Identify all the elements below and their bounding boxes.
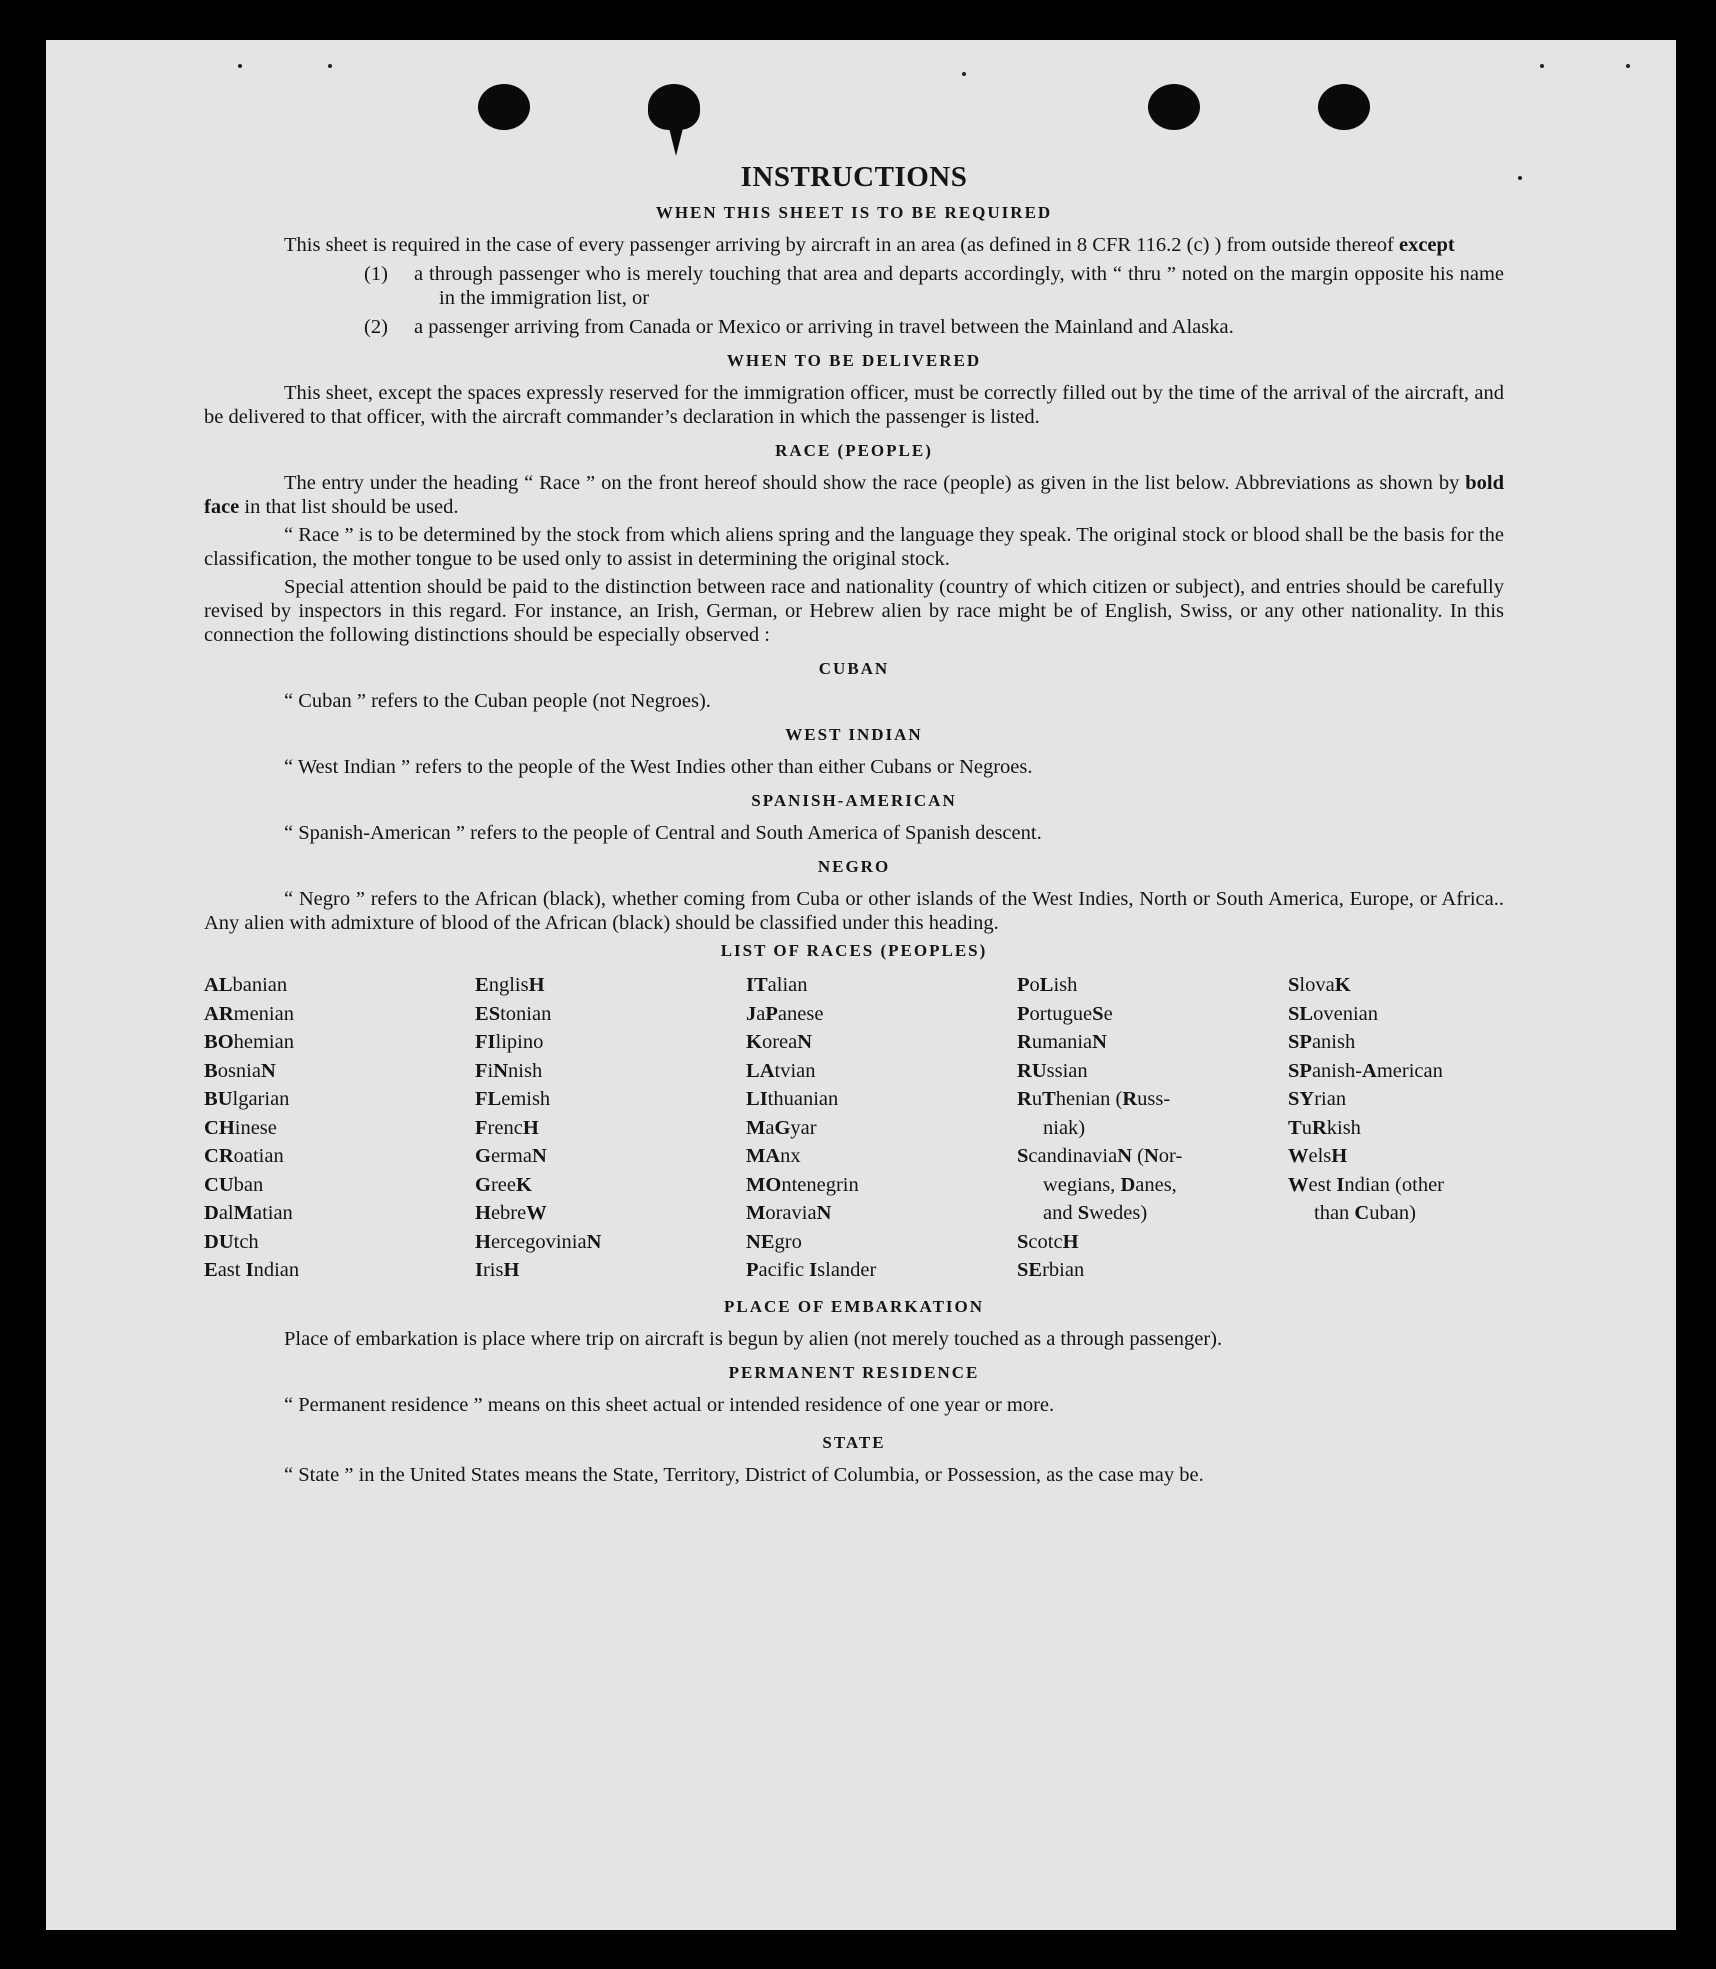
races-column-2 <box>475 971 746 1285</box>
heading-embarkation: PLACE OF EMBARKATION <box>723 1296 985 1316</box>
heading-required: WHEN THIS SHEET IS TO BE REQUIRED <box>655 203 1053 222</box>
list-item <box>204 315 1504 339</box>
speck <box>1540 64 1544 68</box>
heading-spanish-american: SPANISH-AMERICAN <box>751 791 957 810</box>
race-entry: LIthuanian <box>746 1088 839 1110</box>
paragraph-state: “ State ” in the United States means the State, Territory, District of Columbia, or Possession, as the case may be. <box>284 1463 1204 1486</box>
race-entry: BOhemian <box>204 1031 294 1053</box>
race-p1-b: in that list should be used. <box>244 496 459 518</box>
race-entry: East Indian <box>204 1259 300 1281</box>
race-entry-continued: wegians, Danes, <box>1043 1173 1177 1196</box>
races-column-1 <box>204 971 475 1285</box>
race-entry: Pacific Islander <box>746 1259 877 1281</box>
race-entry: NEgro <box>746 1230 802 1253</box>
race-entry: LAtvian <box>746 1059 816 1082</box>
race-entry: SLovenian <box>1288 1002 1378 1025</box>
speck <box>962 72 966 76</box>
race-entry: SYrian <box>1288 1088 1347 1110</box>
paragraph-delivered: This sheet, except the spaces expressly reserved for the immigration officer, must be correctly filled out by the time of the arrival of the aircraft, and be delivered to that officer, with the aircraft commander’s declaration in which the passenger is listed. <box>204 382 1504 428</box>
race-entry: ARmenian <box>204 1002 294 1025</box>
race-entry-continued: niak) <box>1043 1116 1086 1139</box>
race-entry: FLemish <box>475 1088 551 1110</box>
required-text: This sheet is required in the case of every passenger arriving by aircraft in an area (as defined in 8 CFR 116.2 (c) ) from outside thereof <box>284 234 1394 256</box>
race-entry: ScotcH <box>1017 1230 1079 1253</box>
race-entry: SPanish-American <box>1288 1059 1443 1082</box>
race-entry: SErbian <box>1017 1259 1085 1281</box>
paragraph-residence: “ Permanent residence ” means on this sheet actual or intended residence of one year or more. <box>284 1393 1055 1416</box>
list-item <box>204 262 1504 310</box>
race-entry: RuThenian (Russ- <box>1017 1088 1171 1110</box>
speck <box>238 64 242 68</box>
race-entry: RumaniaN <box>1017 1031 1107 1053</box>
paragraph-required <box>204 233 1504 257</box>
race-entry: SlovaK <box>1288 974 1351 996</box>
heading-west-indian: WEST INDIAN <box>785 725 923 744</box>
paragraph-spanish-american: “ Spanish-American ” refers to the people of Central and South America of Spanish descent. <box>284 822 1042 844</box>
races-table <box>204 971 1504 1285</box>
race-entry: KoreaN <box>746 1031 813 1053</box>
item-number: (2) <box>364 316 388 338</box>
torn-punch-hole <box>648 84 700 130</box>
race-entry: DalMatian <box>204 1202 293 1224</box>
race-entry: ALbanian <box>204 974 288 996</box>
heading-residence: PERMANENT RESIDENCE <box>728 1362 980 1382</box>
heading-cuban: CUBAN <box>818 659 890 678</box>
instructions-text <box>204 161 1504 1491</box>
punch-hole <box>1318 84 1370 130</box>
paragraph-cuban: “ Cuban ” refers to the Cuban people (not Negroes). <box>284 690 711 712</box>
punch-hole <box>1148 84 1200 130</box>
paragraph-negro: “ Negro ” refers to the African (black), whether coming from Cuba or other islands of the West Indies, North or South America, Europe, or Africa.. Any alien with admixture of blood of the African (black) should be classified under this heading. <box>204 888 1504 934</box>
race-entry: BUlgarian <box>204 1088 290 1110</box>
race-entry: IrisH <box>475 1259 520 1281</box>
speck <box>1518 176 1522 180</box>
race-entry-continued: and Swedes) <box>1043 1202 1148 1224</box>
speck <box>1626 64 1630 68</box>
paragraph-race-3: Special attention should be paid to the distinction between race and nationality (country of which citizen or subject), and entries should be carefully revised by inspectors in this regard. For instance, an Irish, German, or Hebrew alien by race might be of English, Swiss, or any other nationality. In this connection the following distinctions should be especially observed : <box>204 576 1504 646</box>
heading-race: RACE (PEOPLE) <box>775 441 933 460</box>
race-entry: MAnx <box>746 1145 801 1167</box>
item-text: a passenger arriving from Canada or Mexico or arriving in travel between the Mainland and Alaska. <box>414 316 1234 338</box>
race-entry: HebreW <box>475 1202 547 1224</box>
race-entry: PortugueSe <box>1017 1002 1113 1025</box>
race-entry: WelsH <box>1288 1145 1348 1167</box>
heading-list-of-races: LIST OF RACES (PEOPLES) <box>720 941 988 960</box>
item-number: (1) <box>364 263 388 285</box>
paragraph-race-1 <box>204 471 1504 519</box>
race-entry: MOntenegrin <box>746 1173 859 1196</box>
race-entry: PoLish <box>1017 974 1078 996</box>
race-entry: SPanish <box>1288 1031 1356 1053</box>
race-entry: FrencH <box>475 1116 539 1139</box>
race-entry: CHinese <box>204 1116 277 1139</box>
race-entry: TuRkish <box>1288 1116 1361 1139</box>
paragraph-west-indian: “ West Indian ” refers to the people of the West Indies other than either Cubans or Negroes. <box>284 756 1033 778</box>
heading-delivered: WHEN TO BE DELIVERED <box>726 351 982 370</box>
race-p1-a: The entry under the heading “ Race ” on the front hereof should show the race (people) as given in the list below. Abbreviations as shown by <box>284 472 1460 494</box>
race-entry: ScandinaviaN (Nor- <box>1017 1145 1183 1167</box>
race-entry: MaGyar <box>746 1116 817 1139</box>
heading-state: STATE <box>822 1432 886 1452</box>
race-entry: FIlipino <box>475 1031 544 1053</box>
paragraph-embarkation: Place of embarkation is place where trip on aircraft is begun by alien (not merely touched as a through passenger). <box>284 1327 1223 1350</box>
race-entry: ITalian <box>746 974 808 996</box>
races-column-4 <box>1017 971 1288 1285</box>
race-entry: RUssian <box>1017 1059 1088 1082</box>
race-entry: BosniaN <box>204 1059 276 1082</box>
paragraph-race-2: “ Race ” is to be determined by the stock from which aliens spring and the language they speak. The original stock or blood shall be the basis for the classification, the mother tongue to be used only to assist in determining the original stock. <box>204 524 1504 570</box>
race-entry: CUban <box>204 1173 264 1196</box>
heading-negro: NEGRO <box>817 857 891 876</box>
race-entry: MoraviaN <box>746 1202 832 1224</box>
race-entry: EnglisH <box>475 974 545 996</box>
item-text: a through passenger who is merely touching that area and departs accordingly, with “ thru ” noted on the margin opposite his name in the immigration list, or <box>414 263 1504 309</box>
race-entry: CRoatian <box>204 1145 284 1167</box>
race-entry: GermaN <box>475 1145 547 1167</box>
race-entry: HercegoviniaN <box>475 1230 602 1253</box>
speck <box>328 64 332 68</box>
race-entry: West Indian (other <box>1288 1173 1445 1196</box>
page-title: INSTRUCTIONS <box>740 161 968 193</box>
races-column-3 <box>746 971 1017 1285</box>
race-entry: JaPanese <box>746 1002 824 1025</box>
required-except: except <box>1398 234 1455 256</box>
race-entry: EStonian <box>475 1002 552 1025</box>
race-entry: GreeK <box>475 1173 532 1196</box>
race-entry: FiNnish <box>475 1059 543 1082</box>
punch-hole <box>478 84 530 130</box>
races-column-5 <box>1288 971 1504 1285</box>
race-p1-bold: bold face <box>204 472 1504 518</box>
race-entry-continued: than Cuban) <box>1314 1202 1416 1224</box>
race-entry: DUtch <box>204 1230 259 1253</box>
